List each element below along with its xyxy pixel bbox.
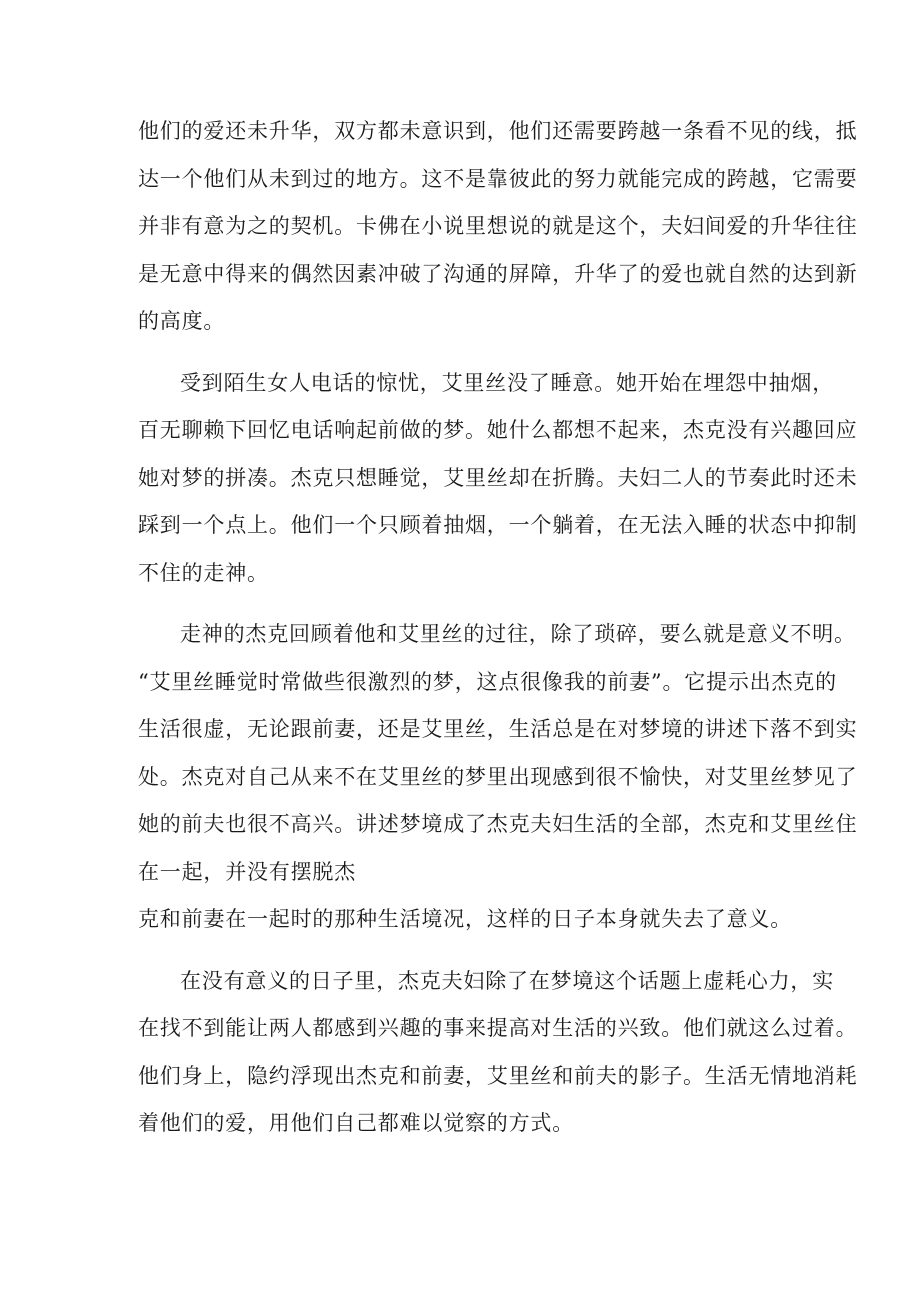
paragraph-1 [138, 108, 858, 346]
paragraph-gap [138, 346, 828, 360]
paragraph-gap [138, 597, 828, 611]
text-line: 受到陌生女人电话的惊忧，艾里丝没了睡意。她开始在埋怨中抽烟， [180, 370, 834, 395]
text-line: 她的前夫也很不高兴。讲述梦境成了杰克夫妇生活的全部，杰克和艾里丝住 [138, 812, 858, 836]
text-line: 百无聊赖下回忆电话响起前做的梦。她什么都想不起来，杰克没有兴趣回应 [138, 418, 858, 442]
body-text [138, 108, 858, 1148]
text-line: 他们的爱还未升华，双方都未意识到，他们还需要跨越一条看不见的线，抵 [138, 119, 858, 143]
text-line: 走神的杰克回顾着他和艾里丝的过往，除了琐碎，要么就是意义不明。 [180, 622, 856, 646]
text-line: 是无意中得来的偶然因素冲破了沟通的屏障，升华了的爱也就自然的达到新 [138, 261, 858, 286]
text-line: 踩到一个点上。他们一个只顾着抽烟，一个躺着，在无法入睡的状态中抑制 [138, 513, 858, 537]
text-line: 的高度。 [138, 309, 226, 333]
text-line: “艾里丝睡觉时常做些很激烈的梦，这点很像我的前妻”。它提示出杰克的 [138, 669, 837, 694]
text-line: 在一起，并没有摆脱杰 [138, 859, 356, 884]
paragraph-3 [138, 611, 858, 944]
text-line: 达一个他们从未到过的地方。这不是靠彼此的努力就能完成的跨越，它需要 [138, 166, 858, 191]
paragraph-gap [138, 944, 828, 958]
paragraph-4 [138, 958, 858, 1148]
text-line: 不住的走神。 [138, 560, 269, 585]
text-line: 处。杰克对自己从来不在艾里丝的梦里出现感到很不愉快，对艾里丝梦见了 [138, 764, 858, 789]
text-line: 她对梦的拼凑。杰克只想睡觉，艾里丝却在折腾。夫妇二人的节奏此时还未 [138, 465, 858, 490]
text-line: 着他们的爱，用他们自己都难以觉察的方式。 [138, 1111, 574, 1135]
text-line: 在找不到能让两人都感到兴趣的事来提高对生活的兴致。他们就这么过着。 [138, 1016, 858, 1040]
text-line: 生活很虚，无论跟前妻，还是艾里丝，生活总是在对梦境的讲述下落不到实 [138, 717, 858, 741]
text-line: 克和前妻在一起时的那种生活境况，这样的日子本身就失去了意义。 [138, 907, 792, 931]
text-line: 他们身上，隐约浮现出杰克和前妻，艾里丝和前夫的影子。生活无情地消耗 [138, 1063, 858, 1088]
paragraph-2 [138, 360, 858, 598]
text-line: 并非有意为之的契机。卡佛在小说里想说的就是这个，夫妇间爱的升华往往 [138, 214, 858, 238]
text-line: 在没有意义的日子里，杰克夫妇除了在梦境这个话题上虚耗心力，实 [180, 968, 834, 993]
